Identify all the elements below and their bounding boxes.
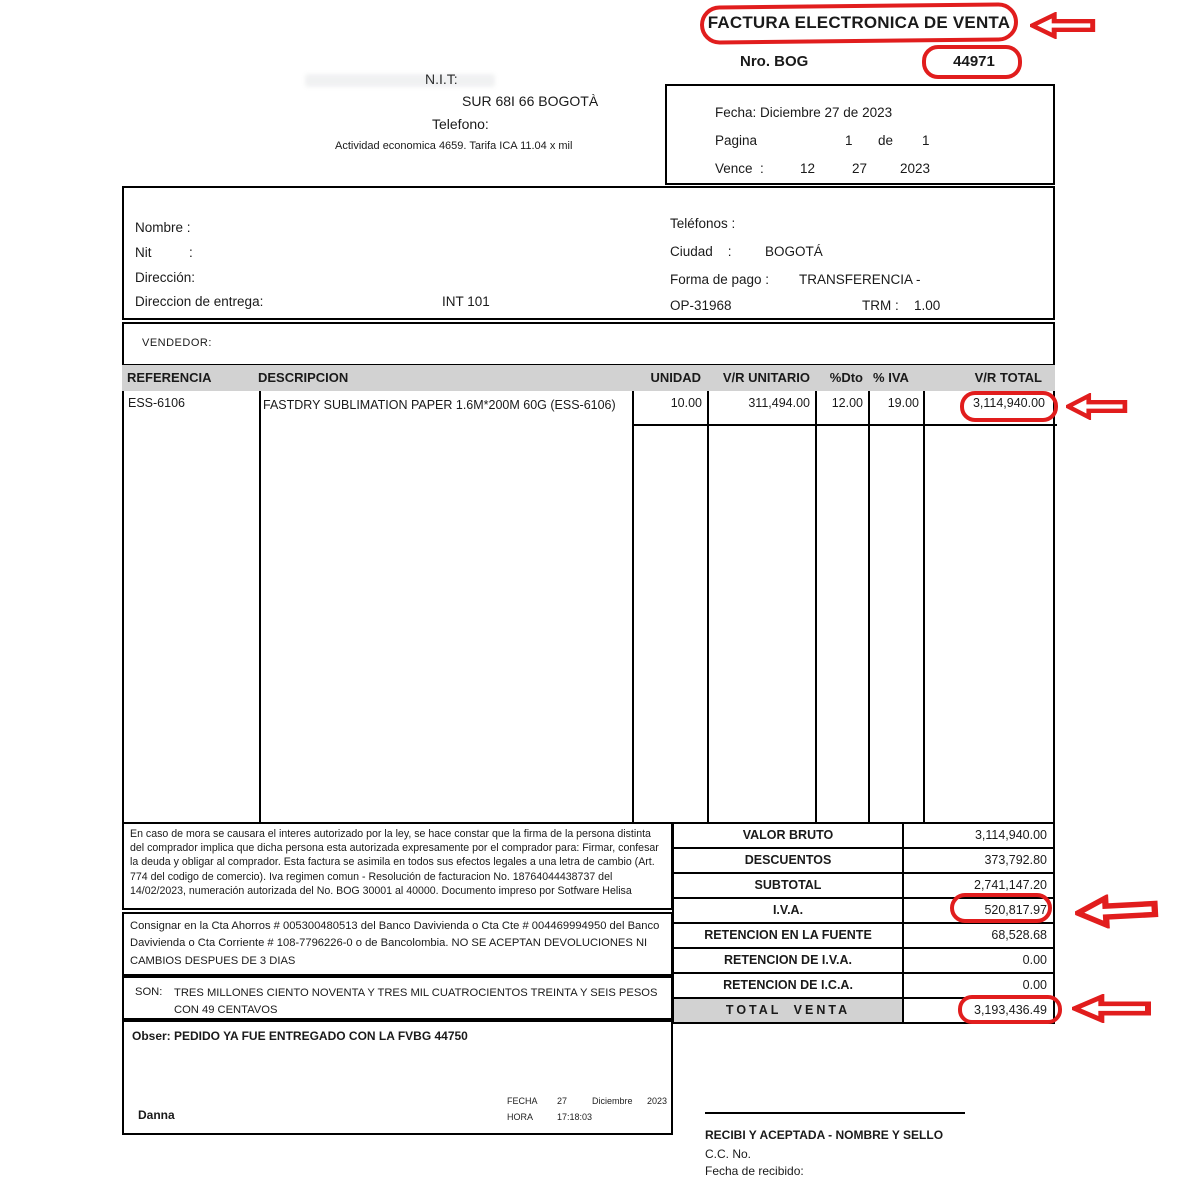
annotation-oval-item-total	[960, 391, 1058, 422]
customer-box	[122, 186, 1055, 320]
totals-value: 0.00	[1022, 953, 1047, 967]
trm-value: 1.00	[914, 298, 941, 313]
annotation-arrow-title-icon	[1030, 12, 1096, 39]
col-vr-unitario: V/R UNITARIO	[722, 370, 810, 385]
seller-address: SUR 68I 66 BOGOTÀ	[462, 93, 599, 109]
trm-label: TRM :	[862, 298, 899, 313]
annotation-arrow-total-venta-icon	[1072, 994, 1152, 1023]
vence-year: 2023	[900, 161, 931, 176]
item-vr-total: 3,114,940.00	[972, 396, 1045, 410]
item-unidad: 10.00	[670, 396, 702, 410]
column-divider	[815, 391, 817, 822]
pagina-total: 1	[922, 133, 930, 148]
column-divider	[923, 391, 925, 822]
telefonos-label: Teléfonos :	[670, 216, 736, 231]
amount-in-words-box	[122, 976, 673, 1020]
ciudad-value: BOGOTÁ	[765, 244, 823, 259]
item-dto: 12.00	[831, 396, 863, 410]
stamp-fecha-month: Diciembre	[592, 1096, 633, 1106]
totals-label: I.V.A.	[674, 899, 904, 922]
items-table-header	[122, 365, 1055, 391]
direccion-label: Dirección:	[135, 270, 196, 285]
column-divider	[707, 391, 709, 822]
invoice-title: FACTURA ELECTRONICA DE VENTA	[707, 13, 1011, 32]
row-underline	[632, 424, 707, 426]
col-iva: % IVA	[873, 370, 909, 385]
totals-row-descuentos	[672, 847, 1055, 874]
op-value: OP-31968	[670, 298, 732, 313]
seller-phone-label: Telefono:	[432, 116, 489, 132]
vence-day: 27	[852, 161, 868, 176]
ciudad-label: Ciudad :	[670, 244, 732, 259]
seller-activity: Actividad economica 4659. Tarifa ICA 11.04 x mil	[335, 140, 573, 152]
totals-value: 3,193,436.49	[974, 1003, 1047, 1017]
totals-value: 68,528.68	[991, 928, 1047, 942]
stamp-fecha-year: 2023	[647, 1096, 668, 1106]
signature-name: Danna	[138, 1108, 175, 1122]
row-underline	[868, 424, 923, 426]
totals-row-valor-bruto	[672, 822, 1055, 849]
pagina-de-label: de	[878, 133, 894, 148]
recibi-label: RECIBI Y ACEPTADA - NOMBRE Y SELLO	[705, 1128, 944, 1142]
totals-label: SUBTOTAL	[674, 874, 904, 897]
annotation-arrow-item-total-icon	[1066, 393, 1128, 420]
item-iva: 19.00	[887, 396, 919, 410]
col-referencia: REFERENCIA	[127, 370, 212, 385]
son-text: TRES MILLONES CIENTO NOVENTA Y TRES MIL CUATROCIENTOS TREINTA Y SEIS PESOS CON 49 CENTAVOS	[174, 987, 658, 1016]
totals-row-retefuente	[672, 922, 1055, 949]
vence-label: Vence :	[715, 161, 764, 176]
totals-value: 373,792.80	[984, 853, 1047, 867]
pagina-label: Pagina	[715, 133, 758, 148]
totals-value: 0.00	[1022, 978, 1047, 992]
row-underline	[815, 424, 868, 426]
column-divider	[868, 391, 870, 822]
cc-no-label: C.C. No.	[705, 1147, 752, 1161]
fecha-line: Fecha: Diciembre 27 de 2023	[715, 105, 893, 120]
annotation-oval-title	[700, 2, 1018, 44]
entrega-value: INT 101	[442, 294, 490, 309]
totals-row-reteiva	[672, 947, 1055, 974]
seller-nit-label: N.I.T:	[425, 71, 458, 87]
observations-box	[122, 1020, 673, 1135]
col-unidad: UNIDAD	[650, 370, 701, 385]
annotation-oval-total-venta	[958, 995, 1062, 1024]
pagina-value: 1	[845, 133, 853, 148]
item-referencia: ESS-6106	[128, 396, 185, 410]
row-underline	[707, 424, 815, 426]
items-table-body	[122, 391, 1055, 822]
stamp-hora-value: 17:18:03	[557, 1112, 593, 1122]
col-descripcion: DESCRIPCION	[258, 370, 349, 385]
totals-value: 2,741,147.20	[974, 878, 1047, 892]
vence-month: 12	[800, 161, 816, 176]
forma-pago-value: TRANSFERENCIA -	[799, 272, 921, 287]
son-label: SON:	[135, 986, 163, 998]
item-descripcion: FASTDRY SUBLIMATION PAPER 1.6M*200M 60G (ESS-6106)	[263, 398, 616, 412]
vendor-box	[122, 322, 1055, 366]
bank-text-box: Consignar en la Cta Ahorros # 005300480513 del Banco Davivienda o Cta Cte # 004469994950 del Banco Davivienda o Cta Corriente # 108-7796226-0 o de Bancolombia. NO SE ACEPTAN DEVOLUCIONES NI CAMBIOS DESPUES DE 3 DIAS	[122, 912, 673, 976]
annotation-oval-iva	[950, 893, 1052, 923]
totals-value: 3,114,940.00	[974, 828, 1047, 842]
obser-line: Obser: PEDIDO YA FUE ENTREGADO CON LA FVBG 44750	[132, 1029, 468, 1043]
totals-label: RETENCION DE I.C.A.	[674, 974, 904, 997]
invoice-number-value: 44971	[953, 53, 995, 70]
col-vr-total: V/R TOTAL	[974, 370, 1042, 385]
column-divider	[259, 391, 261, 822]
nombre-label: Nombre :	[135, 220, 191, 235]
totals-label: VALOR BRUTO	[674, 824, 904, 847]
item-vr-unitario: 311,494.00	[748, 396, 810, 410]
signature-line	[705, 1112, 965, 1114]
row-underline	[923, 424, 1057, 426]
legal-text-box: En caso de mora se causara el interes autorizado por la ley, se hace constar que la firma de la persona distinta del comprador implica que dicha persona esta autorizada expresamente por el comprador para: Firmar, confesar la deuda y obligar al comprador. Esta factura se asimila en todos sus efectos legales a una letra de cambio (Art. 774 del codigo de comercio). Iva regimen comun - Resolución de facturacion No. 18764044438737 del 14/02/2023, numeración autorizada del No. BOG 30001 al 40000. Documento impreso por Sotfware Helisa	[122, 822, 673, 910]
vendedor-label: VENDEDOR:	[142, 337, 212, 349]
totals-value: 520,817.97	[984, 903, 1047, 917]
stamp-hora-label: HORA	[507, 1112, 534, 1122]
totals-label: RETENCION DE I.V.A.	[674, 949, 904, 972]
invoice-number-label: Nro. BOG	[740, 53, 809, 70]
totals-label: DESCUENTOS	[674, 849, 904, 872]
date-box	[665, 84, 1055, 185]
nit-label: Nit :	[135, 245, 193, 260]
totals-label: RETENCION EN LA FUENTE	[674, 924, 904, 947]
totals-label: TOTAL VENTA	[674, 999, 904, 1022]
entrega-label: Direccion de entrega:	[135, 294, 264, 309]
stamp-fecha-label: FECHA	[507, 1096, 538, 1106]
redaction-smudge	[305, 74, 495, 87]
annotation-oval-invoice-number	[922, 45, 1022, 79]
stamp-fecha-day: 27	[557, 1096, 568, 1106]
annotation-arrow-iva-icon	[1074, 892, 1160, 930]
column-divider	[632, 391, 634, 822]
forma-pago-label: Forma de pago :	[670, 272, 770, 287]
col-dto: %Dto	[829, 370, 863, 385]
fecha-recibido-label: Fecha de recibido:	[705, 1164, 804, 1178]
